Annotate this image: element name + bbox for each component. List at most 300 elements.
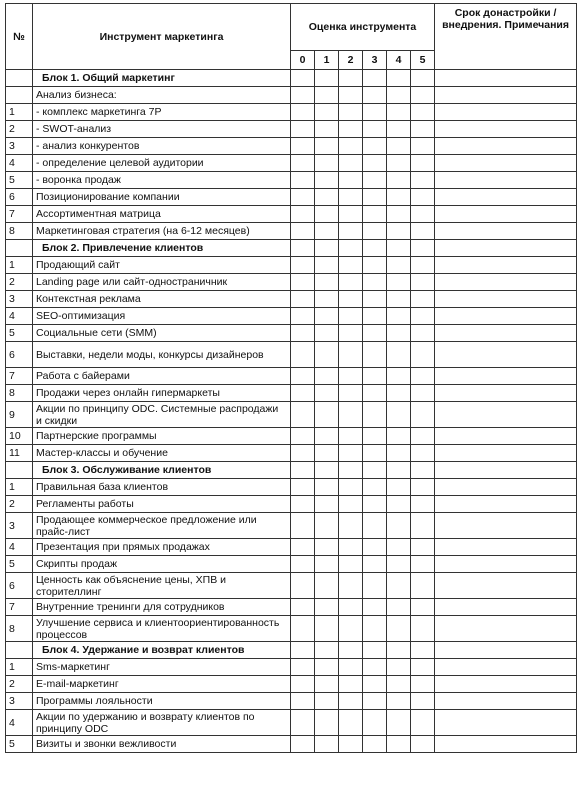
score-cell-0[interactable] (291, 556, 315, 573)
score-cell-1[interactable] (315, 599, 339, 616)
score-cell-3[interactable] (363, 172, 387, 189)
score-cell-3[interactable] (363, 342, 387, 368)
score-cell-2[interactable] (339, 556, 363, 573)
score-cell-4[interactable] (387, 104, 411, 121)
score-cell-0[interactable] (291, 223, 315, 240)
score-cell-5[interactable] (411, 368, 435, 385)
score-cell-0[interactable] (291, 257, 315, 274)
score-cell-4[interactable] (387, 513, 411, 539)
notes-cell[interactable] (435, 240, 577, 257)
notes-cell[interactable] (435, 138, 577, 155)
score-cell-1[interactable] (315, 291, 339, 308)
score-cell-5[interactable] (411, 155, 435, 172)
score-cell-2[interactable] (339, 642, 363, 659)
tool-name: - SWOT-анализ (33, 121, 291, 138)
score-cell-5[interactable] (411, 513, 435, 539)
score-cell-0[interactable] (291, 402, 315, 428)
score-cell-5[interactable] (411, 428, 435, 445)
score-cell-3[interactable] (363, 513, 387, 539)
score-cell-3[interactable] (363, 539, 387, 556)
score-cell-2[interactable] (339, 385, 363, 402)
score-cell-4[interactable] (387, 189, 411, 206)
notes-cell[interactable] (435, 70, 577, 87)
score-cell-2[interactable] (339, 368, 363, 385)
score-cell-1[interactable] (315, 206, 339, 223)
row-number: 8 (6, 616, 33, 642)
score-cell-4[interactable] (387, 445, 411, 462)
score-cell-2[interactable] (339, 155, 363, 172)
score-cell-1[interactable] (315, 368, 339, 385)
score-cell-5[interactable] (411, 70, 435, 87)
notes-cell[interactable] (435, 513, 577, 539)
notes-cell[interactable] (435, 155, 577, 172)
score-cell-3[interactable] (363, 138, 387, 155)
tool-name: - анализ конкурентов (33, 138, 291, 155)
score-cell-3[interactable] (363, 291, 387, 308)
notes-cell[interactable] (435, 223, 577, 240)
score-cell-4[interactable] (387, 428, 411, 445)
score-cell-3[interactable] (363, 710, 387, 736)
row-number: 5 (6, 172, 33, 189)
score-cell-0[interactable] (291, 710, 315, 736)
score-cell-0[interactable] (291, 573, 315, 599)
score-cell-5[interactable] (411, 240, 435, 257)
score-cell-1[interactable] (315, 342, 339, 368)
score-cell-3[interactable] (363, 736, 387, 753)
table-row (6, 385, 577, 402)
score-cell-4[interactable] (387, 710, 411, 736)
score-cell-3[interactable] (363, 428, 387, 445)
score-cell-4[interactable] (387, 736, 411, 753)
score-cell-3[interactable] (363, 385, 387, 402)
score-cell-3[interactable] (363, 308, 387, 325)
score-cell-5[interactable] (411, 325, 435, 342)
notes-cell[interactable] (435, 402, 577, 428)
score-cell-1[interactable] (315, 189, 339, 206)
score-cell-3[interactable] (363, 87, 387, 104)
score-cell-1[interactable] (315, 642, 339, 659)
score-cell-4[interactable] (387, 172, 411, 189)
notes-cell[interactable] (435, 642, 577, 659)
table-row (6, 539, 577, 556)
score-cell-2[interactable] (339, 121, 363, 138)
score-cell-1[interactable] (315, 274, 339, 291)
score-cell-0[interactable] (291, 659, 315, 676)
score-cell-4[interactable] (387, 368, 411, 385)
score-cell-5[interactable] (411, 342, 435, 368)
score-cell-5[interactable] (411, 496, 435, 513)
score-cell-4[interactable] (387, 402, 411, 428)
row-number: 10 (6, 428, 33, 445)
notes-cell[interactable] (435, 496, 577, 513)
score-cell-5[interactable] (411, 402, 435, 428)
table-row (6, 223, 577, 240)
score-cell-2[interactable] (339, 428, 363, 445)
score-cell-2[interactable] (339, 70, 363, 87)
score-cell-2[interactable] (339, 496, 363, 513)
score-cell-5[interactable] (411, 599, 435, 616)
score-cell-1[interactable] (315, 138, 339, 155)
score-cell-4[interactable] (387, 385, 411, 402)
score-cell-4[interactable] (387, 291, 411, 308)
notes-cell[interactable] (435, 462, 577, 479)
score-cell-2[interactable] (339, 138, 363, 155)
score-cell-1[interactable] (315, 659, 339, 676)
score-cell-0[interactable] (291, 291, 315, 308)
score-cell-5[interactable] (411, 616, 435, 642)
score-cell-0[interactable] (291, 462, 315, 479)
score-cell-4[interactable] (387, 573, 411, 599)
score-cell-4[interactable] (387, 155, 411, 172)
score-cell-0[interactable] (291, 325, 315, 342)
score-cell-2[interactable] (339, 104, 363, 121)
notes-cell[interactable] (435, 445, 577, 462)
table-row (6, 155, 577, 172)
score-cell-2[interactable] (339, 479, 363, 496)
notes-cell[interactable] (435, 479, 577, 496)
table-row (6, 428, 577, 445)
section-row (6, 462, 577, 479)
score-cell-2[interactable] (339, 257, 363, 274)
score-cell-5[interactable] (411, 104, 435, 121)
notes-cell[interactable] (435, 573, 577, 599)
score-cell-5[interactable] (411, 274, 435, 291)
score-cell-3[interactable] (363, 693, 387, 710)
notes-cell[interactable] (435, 659, 577, 676)
score-cell-4[interactable] (387, 642, 411, 659)
score-cell-3[interactable] (363, 189, 387, 206)
score-cell-2[interactable] (339, 616, 363, 642)
score-cell-3[interactable] (363, 223, 387, 240)
row-number (6, 87, 33, 104)
score-cell-0[interactable] (291, 496, 315, 513)
section-title: Блок 4. Удержание и возврат клиентов (33, 642, 291, 659)
score-cell-3[interactable] (363, 325, 387, 342)
score-cell-0[interactable] (291, 385, 315, 402)
score-cell-1[interactable] (315, 462, 339, 479)
score-cell-3[interactable] (363, 616, 387, 642)
score-cell-2[interactable] (339, 291, 363, 308)
score-cell-2[interactable] (339, 445, 363, 462)
score-cell-5[interactable] (411, 138, 435, 155)
score-cell-4[interactable] (387, 496, 411, 513)
score-cell-4[interactable] (387, 556, 411, 573)
score-cell-3[interactable] (363, 104, 387, 121)
row-number: 4 (6, 539, 33, 556)
score-cell-5[interactable] (411, 291, 435, 308)
score-cell-0[interactable] (291, 616, 315, 642)
row-number: 3 (6, 291, 33, 308)
score-cell-0[interactable] (291, 599, 315, 616)
score-cell-0[interactable] (291, 155, 315, 172)
score-cell-1[interactable] (315, 573, 339, 599)
score-cell-2[interactable] (339, 206, 363, 223)
score-cell-3[interactable] (363, 445, 387, 462)
score-cell-1[interactable] (315, 539, 339, 556)
score-cell-2[interactable] (339, 274, 363, 291)
tool-name: Позиционирование компании (33, 189, 291, 206)
score-cell-2[interactable] (339, 659, 363, 676)
table-row (6, 368, 577, 385)
score-cell-3[interactable] (363, 676, 387, 693)
notes-cell[interactable] (435, 736, 577, 753)
notes-cell[interactable] (435, 206, 577, 223)
notes-cell[interactable] (435, 539, 577, 556)
score-cell-3[interactable] (363, 496, 387, 513)
score-cell-3[interactable] (363, 368, 387, 385)
score-cell-4[interactable] (387, 138, 411, 155)
notes-cell[interactable] (435, 342, 577, 368)
score-cell-0[interactable] (291, 206, 315, 223)
score-cell-0[interactable] (291, 539, 315, 556)
notes-cell[interactable] (435, 599, 577, 616)
score-cell-5[interactable] (411, 308, 435, 325)
notes-cell[interactable] (435, 172, 577, 189)
score-cell-3[interactable] (363, 155, 387, 172)
score-cell-5[interactable] (411, 693, 435, 710)
score-cell-0[interactable] (291, 240, 315, 257)
score-cell-2[interactable] (339, 342, 363, 368)
score-cell-4[interactable] (387, 70, 411, 87)
table-row (6, 599, 577, 616)
score-cell-0[interactable] (291, 368, 315, 385)
row-number: 2 (6, 496, 33, 513)
score-cell-5[interactable] (411, 642, 435, 659)
score-cell-5[interactable] (411, 206, 435, 223)
score-cell-5[interactable] (411, 676, 435, 693)
score-cell-2[interactable] (339, 172, 363, 189)
score-cell-5[interactable] (411, 223, 435, 240)
tool-name: Ассортиментная матрица (33, 206, 291, 223)
score-cell-1[interactable] (315, 155, 339, 172)
score-cell-0[interactable] (291, 274, 315, 291)
score-cell-1[interactable] (315, 385, 339, 402)
score-cell-5[interactable] (411, 573, 435, 599)
table-row (6, 291, 577, 308)
score-cell-0[interactable] (291, 87, 315, 104)
notes-cell[interactable] (435, 428, 577, 445)
score-cell-2[interactable] (339, 539, 363, 556)
score-cell-2[interactable] (339, 736, 363, 753)
score-cell-3[interactable] (363, 599, 387, 616)
score-cell-2[interactable] (339, 325, 363, 342)
score-cell-0[interactable] (291, 428, 315, 445)
table-row (6, 693, 577, 710)
table-row (6, 573, 577, 599)
score-cell-3[interactable] (363, 121, 387, 138)
score-cell-2[interactable] (339, 573, 363, 599)
table-row (6, 257, 577, 274)
score-cell-1[interactable] (315, 172, 339, 189)
score-cell-3[interactable] (363, 70, 387, 87)
notes-cell[interactable] (435, 325, 577, 342)
score-cell-1[interactable] (315, 556, 339, 573)
score-cell-2[interactable] (339, 599, 363, 616)
score-cell-1[interactable] (315, 428, 339, 445)
score-cell-5[interactable] (411, 556, 435, 573)
score-cell-1[interactable] (315, 402, 339, 428)
score-cell-1[interactable] (315, 616, 339, 642)
score-cell-0[interactable] (291, 736, 315, 753)
notes-cell[interactable] (435, 104, 577, 121)
score-cell-4[interactable] (387, 659, 411, 676)
score-cell-0[interactable] (291, 189, 315, 206)
score-cell-5[interactable] (411, 257, 435, 274)
score-cell-4[interactable] (387, 462, 411, 479)
score-cell-1[interactable] (315, 445, 339, 462)
score-cell-4[interactable] (387, 274, 411, 291)
row-number: 4 (6, 710, 33, 736)
score-cell-2[interactable] (339, 693, 363, 710)
tool-name: Продающее коммерческое предложение или прайс-лист (33, 513, 291, 539)
score-cell-0[interactable] (291, 70, 315, 87)
table-row (6, 556, 577, 573)
score-cell-4[interactable] (387, 240, 411, 257)
notes-cell[interactable] (435, 693, 577, 710)
row-number: 4 (6, 308, 33, 325)
notes-cell[interactable] (435, 710, 577, 736)
score-cell-1[interactable] (315, 479, 339, 496)
row-number: 1 (6, 257, 33, 274)
score-cell-3[interactable] (363, 642, 387, 659)
score-cell-4[interactable] (387, 676, 411, 693)
score-cell-3[interactable] (363, 462, 387, 479)
score-header-5: 5 (411, 51, 435, 70)
tool-name: Программы лояльности (33, 693, 291, 710)
notes-cell[interactable] (435, 87, 577, 104)
score-cell-2[interactable] (339, 87, 363, 104)
score-cell-4[interactable] (387, 616, 411, 642)
score-cell-4[interactable] (387, 342, 411, 368)
score-cell-1[interactable] (315, 710, 339, 736)
score-cell-3[interactable] (363, 257, 387, 274)
score-cell-3[interactable] (363, 240, 387, 257)
score-cell-2[interactable] (339, 308, 363, 325)
row-number: 5 (6, 556, 33, 573)
score-cell-5[interactable] (411, 710, 435, 736)
score-cell-4[interactable] (387, 308, 411, 325)
score-cell-3[interactable] (363, 206, 387, 223)
score-cell-3[interactable] (363, 573, 387, 599)
score-cell-4[interactable] (387, 121, 411, 138)
tool-name: Выставки, недели моды, конкурсы дизайнеров (33, 342, 291, 368)
score-cell-2[interactable] (339, 462, 363, 479)
score-cell-4[interactable] (387, 693, 411, 710)
score-cell-4[interactable] (387, 206, 411, 223)
notes-cell[interactable] (435, 189, 577, 206)
tool-name: Мастер-классы и обучение (33, 445, 291, 462)
score-cell-3[interactable] (363, 556, 387, 573)
score-cell-1[interactable] (315, 87, 339, 104)
score-cell-0[interactable] (291, 342, 315, 368)
notes-cell[interactable] (435, 257, 577, 274)
score-cell-5[interactable] (411, 189, 435, 206)
score-cell-1[interactable] (315, 496, 339, 513)
score-cell-4[interactable] (387, 223, 411, 240)
score-cell-1[interactable] (315, 70, 339, 87)
tool-name: Продажи через онлайн гипермаркеты (33, 385, 291, 402)
score-cell-5[interactable] (411, 445, 435, 462)
score-cell-1[interactable] (315, 257, 339, 274)
notes-cell[interactable] (435, 274, 577, 291)
score-cell-1[interactable] (315, 693, 339, 710)
score-cell-4[interactable] (387, 539, 411, 556)
notes-cell[interactable] (435, 121, 577, 138)
score-cell-1[interactable] (315, 736, 339, 753)
score-cell-0[interactable] (291, 479, 315, 496)
score-cell-4[interactable] (387, 325, 411, 342)
score-cell-2[interactable] (339, 513, 363, 539)
score-cell-1[interactable] (315, 240, 339, 257)
notes-cell[interactable] (435, 616, 577, 642)
score-cell-1[interactable] (315, 325, 339, 342)
score-cell-0[interactable] (291, 642, 315, 659)
score-cell-0[interactable] (291, 138, 315, 155)
score-cell-0[interactable] (291, 104, 315, 121)
score-cell-4[interactable] (387, 599, 411, 616)
score-cell-2[interactable] (339, 240, 363, 257)
score-cell-5[interactable] (411, 736, 435, 753)
score-cell-2[interactable] (339, 402, 363, 428)
score-cell-1[interactable] (315, 513, 339, 539)
score-cell-0[interactable] (291, 676, 315, 693)
score-cell-5[interactable] (411, 462, 435, 479)
score-cell-2[interactable] (339, 223, 363, 240)
score-cell-1[interactable] (315, 121, 339, 138)
score-cell-5[interactable] (411, 659, 435, 676)
score-cell-0[interactable] (291, 445, 315, 462)
score-cell-5[interactable] (411, 539, 435, 556)
notes-cell[interactable] (435, 676, 577, 693)
score-cell-0[interactable] (291, 308, 315, 325)
score-cell-5[interactable] (411, 121, 435, 138)
score-cell-5[interactable] (411, 87, 435, 104)
score-cell-1[interactable] (315, 308, 339, 325)
score-cell-3[interactable] (363, 274, 387, 291)
score-cell-4[interactable] (387, 479, 411, 496)
score-cell-1[interactable] (315, 223, 339, 240)
score-cell-5[interactable] (411, 385, 435, 402)
score-cell-2[interactable] (339, 710, 363, 736)
score-cell-2[interactable] (339, 676, 363, 693)
score-cell-3[interactable] (363, 479, 387, 496)
score-cell-5[interactable] (411, 172, 435, 189)
notes-cell[interactable] (435, 385, 577, 402)
score-cell-1[interactable] (315, 104, 339, 121)
score-cell-3[interactable] (363, 402, 387, 428)
row-number: 7 (6, 599, 33, 616)
score-cell-5[interactable] (411, 479, 435, 496)
row-number: 5 (6, 736, 33, 753)
table-row (6, 710, 577, 736)
row-number (6, 240, 33, 257)
tool-name: Улучшение сервиса и клиентоориентированность процессов (33, 616, 291, 642)
score-cell-0[interactable] (291, 172, 315, 189)
score-cell-4[interactable] (387, 87, 411, 104)
row-number: 2 (6, 274, 33, 291)
notes-cell[interactable] (435, 308, 577, 325)
score-cell-2[interactable] (339, 189, 363, 206)
score-cell-1[interactable] (315, 676, 339, 693)
score-cell-0[interactable] (291, 693, 315, 710)
notes-cell[interactable] (435, 368, 577, 385)
notes-cell[interactable] (435, 291, 577, 308)
score-cell-4[interactable] (387, 257, 411, 274)
score-cell-3[interactable] (363, 659, 387, 676)
score-cell-0[interactable] (291, 513, 315, 539)
notes-cell[interactable] (435, 556, 577, 573)
score-cell-0[interactable] (291, 121, 315, 138)
